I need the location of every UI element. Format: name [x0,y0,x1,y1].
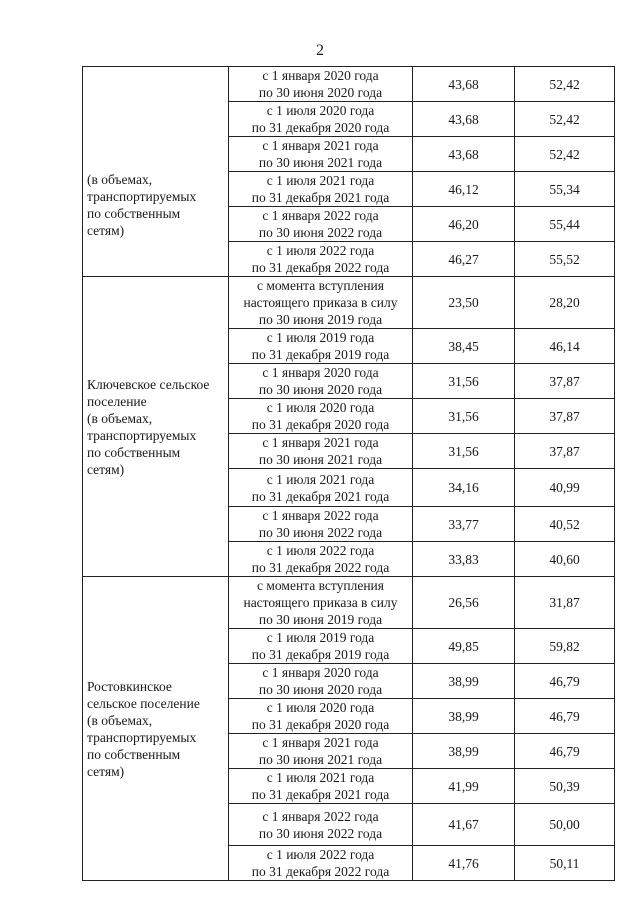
tariff-value-2: 50,39 [515,769,615,804]
tariff-value-2: 46,79 [515,664,615,699]
period-cell: с 1 июля 2022 года по 31 декабря 2022 года [229,242,413,277]
tariff-value-1: 31,56 [413,399,515,434]
tariff-value-1: 46,12 [413,172,515,207]
tariff-value-1: 46,27 [413,242,515,277]
territory-cell: Ростовкинское сельское поселение (в объемах, транспортируемых по собственным сетям) [83,577,229,881]
tariff-value-1: 38,99 [413,699,515,734]
tariff-value-2: 28,20 [515,277,615,329]
territory-cell: Ключевское сельское поселение (в объемах, транспортируемых по собственным сетям) [83,277,229,577]
tariff-value-2: 55,52 [515,242,615,277]
period-cell: с 1 июля 2019 года по 31 декабря 2019 года [229,329,413,364]
period-cell: с 1 июля 2020 года по 31 декабря 2020 года [229,399,413,434]
tariff-value-2: 37,87 [515,399,615,434]
period-cell: с 1 января 2020 года по 30 июня 2020 года [229,364,413,399]
period-cell: с 1 июля 2022 года по 31 декабря 2022 года [229,542,413,577]
tariff-value-1: 38,45 [413,329,515,364]
tariff-value-1: 38,99 [413,734,515,769]
tariff-value-2: 50,00 [515,804,615,846]
tariff-value-1: 26,56 [413,577,515,629]
tariff-value-2: 31,87 [515,577,615,629]
tariff-value-1: 31,56 [413,434,515,469]
period-cell: с 1 января 2022 года по 30 июня 2022 года [229,804,413,846]
tariff-value-1: 43,68 [413,67,515,102]
tariff-value-2: 52,42 [515,67,615,102]
period-cell: с 1 января 2020 года по 30 июня 2020 года [229,67,413,102]
tariff-value-1: 23,50 [413,277,515,329]
tariff-table-body [83,67,615,881]
tariff-value-1: 46,20 [413,207,515,242]
tariff-value-1: 49,85 [413,629,515,664]
tariff-value-1: 38,99 [413,664,515,699]
tariff-value-2: 46,79 [515,699,615,734]
tariff-value-2: 55,34 [515,172,615,207]
period-cell: с 1 января 2020 года по 30 июня 2020 года [229,664,413,699]
period-cell: с 1 января 2021 года по 30 июня 2021 года [229,434,413,469]
period-cell: с 1 июля 2019 года по 31 декабря 2019 года [229,629,413,664]
period-cell: с 1 января 2022 года по 30 июня 2022 года [229,207,413,242]
period-cell: с 1 июля 2020 года по 31 декабря 2020 года [229,699,413,734]
tariff-value-1: 31,56 [413,364,515,399]
tariff-value-2: 37,87 [515,364,615,399]
period-cell: с 1 января 2021 года по 30 июня 2021 года [229,137,413,172]
tariff-value-2: 55,44 [515,207,615,242]
period-cell: с момента вступления настоящего приказа в силу по 30 июня 2019 года [229,277,413,329]
tariff-value-2: 52,42 [515,102,615,137]
table-row [83,67,615,102]
period-cell: с 1 июля 2021 года по 31 декабря 2021 года [229,172,413,207]
territory-cell: (в объемах, транспортируемых по собственным сетям) [83,67,229,277]
tariff-value-2: 50,11 [515,846,615,881]
tariff-value-2: 46,79 [515,734,615,769]
period-cell: с 1 июля 2021 года по 31 декабря 2021 года [229,469,413,507]
tariff-value-2: 52,42 [515,137,615,172]
table-row [83,277,615,329]
tariff-value-2: 59,82 [515,629,615,664]
page-number: 2 [316,42,324,59]
table-row [83,577,615,629]
tariff-value-2: 37,87 [515,434,615,469]
tariff-value-1: 43,68 [413,137,515,172]
tariff-value-2: 46,14 [515,329,615,364]
tariff-value-2: 40,60 [515,542,615,577]
tariff-value-2: 40,99 [515,469,615,507]
tariff-value-1: 41,99 [413,769,515,804]
tariff-value-1: 33,83 [413,542,515,577]
tariff-value-1: 41,76 [413,846,515,881]
period-cell: с 1 января 2022 года по 30 июня 2022 года [229,507,413,542]
tariff-value-1: 41,67 [413,804,515,846]
tariff-value-1: 33,77 [413,507,515,542]
tariff-value-1: 43,68 [413,102,515,137]
tariff-table [82,66,615,881]
period-cell: с 1 июля 2022 года по 31 декабря 2022 года [229,846,413,881]
period-cell: с 1 января 2021 года по 30 июня 2021 года [229,734,413,769]
period-cell: с 1 июля 2021 года по 31 декабря 2021 года [229,769,413,804]
period-cell: с момента вступления настоящего приказа в силу по 30 июня 2019 года [229,577,413,629]
period-cell: с 1 июля 2020 года по 31 декабря 2020 года [229,102,413,137]
tariff-value-2: 40,52 [515,507,615,542]
tariff-value-1: 34,16 [413,469,515,507]
